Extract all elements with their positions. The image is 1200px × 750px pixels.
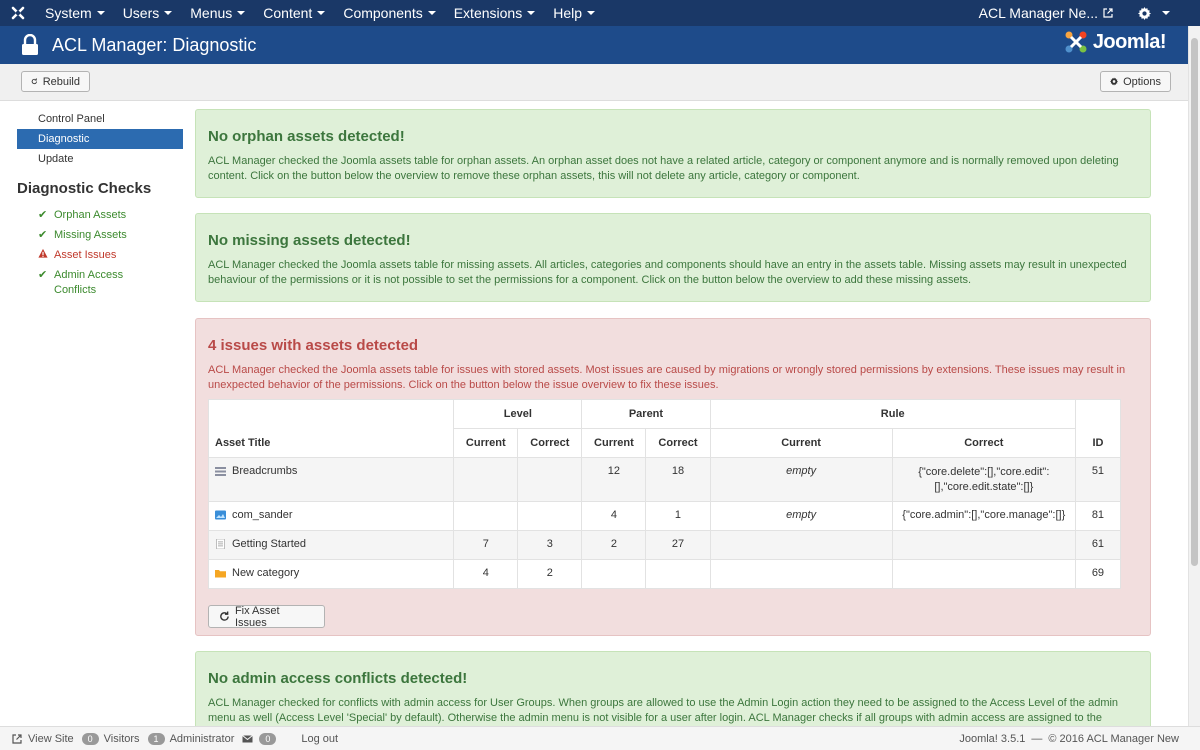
- column-header-asset-title: Asset Title: [209, 400, 454, 458]
- parent-current-cell: 2: [582, 531, 646, 560]
- check-label: Admin Access Conflicts: [54, 269, 124, 296]
- menu-system[interactable]: [36, 0, 114, 26]
- rule-correct-cell: {"core.delete":[],"core.edit":[],"core.edit.state":[]}: [892, 458, 1075, 502]
- scrollbar-thumb[interactable]: [1191, 38, 1198, 566]
- admins-label: Administrator: [169, 732, 235, 745]
- column-group-rule: Rule: [710, 400, 1075, 429]
- table-row: [209, 560, 1121, 589]
- visitors-status: [82, 733, 140, 745]
- alert-text: ACL Manager checked the Joomla assets table for issues with stored assets. Most issues are caused by migrations or wrongly stored permissions by extensions. These issues may result in unexpected behavior of the permissions. Click on the button below the issue overview to fix these issues.: [208, 364, 1126, 391]
- column-header-rule-correct: Correct: [892, 429, 1075, 458]
- diagnostic-checks-heading: Diagnostic Checks: [17, 180, 152, 197]
- joomla-logo-icon: [1063, 29, 1089, 55]
- check-label: Asset Issues: [54, 249, 117, 261]
- user-settings-menu[interactable]: [1129, 0, 1200, 26]
- menu-help[interactable]: [544, 0, 604, 26]
- table-row: [209, 502, 1121, 531]
- site-link[interactable]: [970, 0, 1129, 26]
- chevron-down-icon: [164, 11, 172, 15]
- lock-icon: [20, 34, 40, 56]
- messages-status[interactable]: [242, 733, 281, 745]
- sidebar-item-label: Update: [38, 153, 74, 165]
- column-header-rule-current: Current: [710, 429, 892, 458]
- asset-title-cell: [209, 560, 454, 589]
- asset-title: Getting Started: [232, 538, 306, 550]
- envelope-icon: [242, 735, 253, 743]
- component-icon: [215, 510, 226, 520]
- check-orphan-assets[interactable]: [38, 208, 126, 223]
- refresh-icon: [31, 76, 38, 87]
- menu-menus[interactable]: [181, 0, 254, 26]
- alert-title: 4 issues with assets detected: [208, 337, 419, 354]
- chevron-down-icon: [1162, 11, 1170, 15]
- menu-components[interactable]: [334, 0, 444, 26]
- id-cell: 81: [1075, 502, 1120, 531]
- level-correct-cell: 3: [518, 531, 582, 560]
- id-cell: 69: [1075, 560, 1120, 589]
- table-row: [209, 458, 1121, 502]
- rule-current-cell: [710, 560, 892, 589]
- column-header-id: ID: [1075, 400, 1120, 458]
- view-site-link[interactable]: [12, 733, 74, 745]
- rule-current-cell: empty: [710, 502, 892, 531]
- external-link-icon: [12, 734, 22, 744]
- rule-correct-cell: {"core.admin":[],"core.manage":[]}: [892, 502, 1075, 531]
- admins-count-badge: 1: [148, 733, 165, 745]
- rule-current-cell: empty: [710, 458, 892, 502]
- rule-current-cell: [710, 531, 892, 560]
- chevron-down-icon: [237, 11, 245, 15]
- id-cell: 51: [1075, 458, 1120, 502]
- asset-title-cell: [209, 502, 454, 531]
- column-header-parent-current: Current: [582, 429, 646, 458]
- messages-count-badge: 0: [259, 733, 276, 745]
- copyright-text: © 2016 ACL Manager New: [1048, 732, 1179, 745]
- level-correct-cell: 2: [518, 560, 582, 589]
- menu-help-label: Help: [553, 5, 582, 21]
- sidebar-item-label: Diagnostic: [38, 133, 90, 145]
- warning-icon: [38, 248, 48, 259]
- navbar-right: [970, 0, 1200, 26]
- level-correct-cell: [518, 458, 582, 502]
- checkmark-icon: ✔: [38, 209, 48, 221]
- table-row: [209, 531, 1121, 560]
- menu-menus-label: Menus: [190, 5, 233, 21]
- menu-users[interactable]: [114, 0, 182, 26]
- joomla-logo: [1063, 29, 1166, 55]
- parent-correct-cell: 27: [646, 531, 710, 560]
- visitors-label: Visitors: [103, 732, 140, 745]
- administrators-status: [148, 733, 235, 745]
- level-current-cell: 7: [454, 531, 518, 560]
- joomla-logo-text: Joomla!: [1092, 30, 1166, 53]
- sidebar-item-label: Control Panel: [38, 113, 105, 125]
- toolbar: [0, 64, 1188, 101]
- missing-assets-alert: [195, 213, 1151, 302]
- menu-users-label: Users: [122, 5, 160, 21]
- menu-components-label: Components: [343, 5, 423, 21]
- asset-title: com_sander: [232, 509, 293, 521]
- id-cell: 61: [1075, 531, 1120, 560]
- asset-title: Breadcrumbs: [232, 465, 298, 477]
- rebuild-label: Rebuild: [42, 75, 80, 88]
- column-header-parent-correct: Correct: [646, 429, 710, 458]
- rule-correct-cell: [892, 531, 1075, 560]
- column-group-parent: Parent: [582, 400, 710, 429]
- check-asset-issues[interactable]: [38, 248, 116, 263]
- alert-title: No admin access conflicts detected!: [208, 670, 468, 687]
- parent-correct-cell: 1: [646, 502, 710, 531]
- sidebar-item-update[interactable]: [17, 149, 183, 169]
- parent-current-cell: 4: [582, 502, 646, 531]
- fix-asset-issues-button[interactable]: [208, 605, 325, 628]
- asset-title-cell: [209, 531, 454, 560]
- refresh-icon: [219, 611, 230, 622]
- joomla-menu-icon[interactable]: [0, 0, 36, 26]
- alert-title: No missing assets detected!: [208, 232, 411, 249]
- parent-correct-cell: [646, 560, 710, 589]
- chevron-down-icon: [428, 11, 436, 15]
- checkmark-icon: ✔: [38, 269, 48, 281]
- joomla-version: Joomla! 3.5.1: [959, 732, 1026, 745]
- check-missing-assets[interactable]: [38, 228, 127, 243]
- asset-issues-table: [208, 399, 1121, 589]
- asset-title-cell: [209, 458, 454, 502]
- options-button[interactable]: [1100, 71, 1171, 92]
- module-icon: [215, 466, 226, 476]
- view-site-label: View Site: [28, 732, 74, 745]
- level-correct-cell: [518, 502, 582, 531]
- parent-current-cell: 12: [582, 458, 646, 502]
- menu-extensions-label: Extensions: [453, 5, 523, 21]
- footer-separator: —: [1031, 732, 1043, 745]
- level-current-cell: 4: [454, 560, 518, 589]
- check-label: Missing Assets: [54, 229, 127, 241]
- page-scrollbar[interactable]: [1188, 26, 1200, 726]
- check-label: Orphan Assets: [54, 209, 127, 221]
- rule-correct-cell: [892, 560, 1075, 589]
- chevron-down-icon: [587, 11, 595, 15]
- checkmark-icon: ✔: [38, 229, 48, 241]
- chevron-down-icon: [97, 11, 105, 15]
- menu-content[interactable]: [254, 0, 334, 26]
- alert-text: ACL Manager checked the Joomla assets table for orphan assets. An orphan asset does not have a related article, category or component anymore and is normally removed upon deleting content. Click on the button below the overview to remove these orphan assets, this will not delete any article, category or component.: [208, 155, 1119, 182]
- page-header: [0, 26, 1188, 64]
- site-link-label: ACL Manager Ne...: [978, 5, 1098, 21]
- article-icon: [215, 539, 226, 549]
- visitors-count-badge: 0: [82, 733, 99, 745]
- sidebar-item-control-panel[interactable]: [17, 109, 183, 129]
- level-current-cell: [454, 502, 518, 531]
- footer-info: [959, 733, 1179, 745]
- logout-link[interactable]: [289, 733, 338, 745]
- chevron-down-icon: [527, 11, 535, 15]
- alert-title: No orphan assets detected!: [208, 128, 405, 145]
- logout-label: Log out: [301, 732, 339, 745]
- column-header-level-correct: Correct: [518, 429, 582, 458]
- top-navbar: [0, 0, 1200, 26]
- rebuild-button[interactable]: [21, 71, 90, 92]
- sidebar-item-diagnostic[interactable]: [17, 129, 183, 149]
- gear-icon: [1110, 76, 1118, 87]
- orphan-assets-alert: [195, 109, 1151, 198]
- menu-content-label: Content: [263, 5, 313, 21]
- menu-extensions[interactable]: [445, 0, 544, 26]
- parent-correct-cell: 18: [646, 458, 710, 502]
- options-label: Options: [1123, 75, 1161, 88]
- alert-text: ACL Manager checked for conflicts with admin access for User Groups. When groups are allowed to use the Admin Login action they need to be assigned to the Access Level of the admin menu as well (Access Level 'Special' by default). Otherwise the admin menu is not visible for a user after login. ACL Manager checks if all groups with admin access are assigned to the: [208, 697, 1119, 724]
- asset-title: New category: [232, 567, 300, 579]
- status-bar: [0, 726, 1200, 750]
- chevron-down-icon: [317, 11, 325, 15]
- level-current-cell: [454, 458, 518, 502]
- check-admin-access-conflicts[interactable]: [38, 268, 148, 298]
- folder-icon: [215, 568, 226, 578]
- gear-icon: [1138, 7, 1151, 20]
- external-link-icon: [1103, 8, 1113, 18]
- column-group-level: Level: [454, 400, 582, 429]
- column-header-level-current: Current: [454, 429, 518, 458]
- parent-current-cell: [582, 560, 646, 589]
- fix-asset-issues-label: Fix Asset Issues: [234, 604, 280, 629]
- alert-text: ACL Manager checked the Joomla assets table for missing assets. All articles, categories and components should have an entry in the assets table. Missing assets may result in unexpected behaviour of the permissions or it is not possible to set the permissions for a component. Click on the button below the overview to add these missing assets.: [208, 259, 1127, 286]
- menu-system-label: System: [45, 5, 92, 21]
- page-title: ACL Manager: Diagnostic: [52, 34, 257, 55]
